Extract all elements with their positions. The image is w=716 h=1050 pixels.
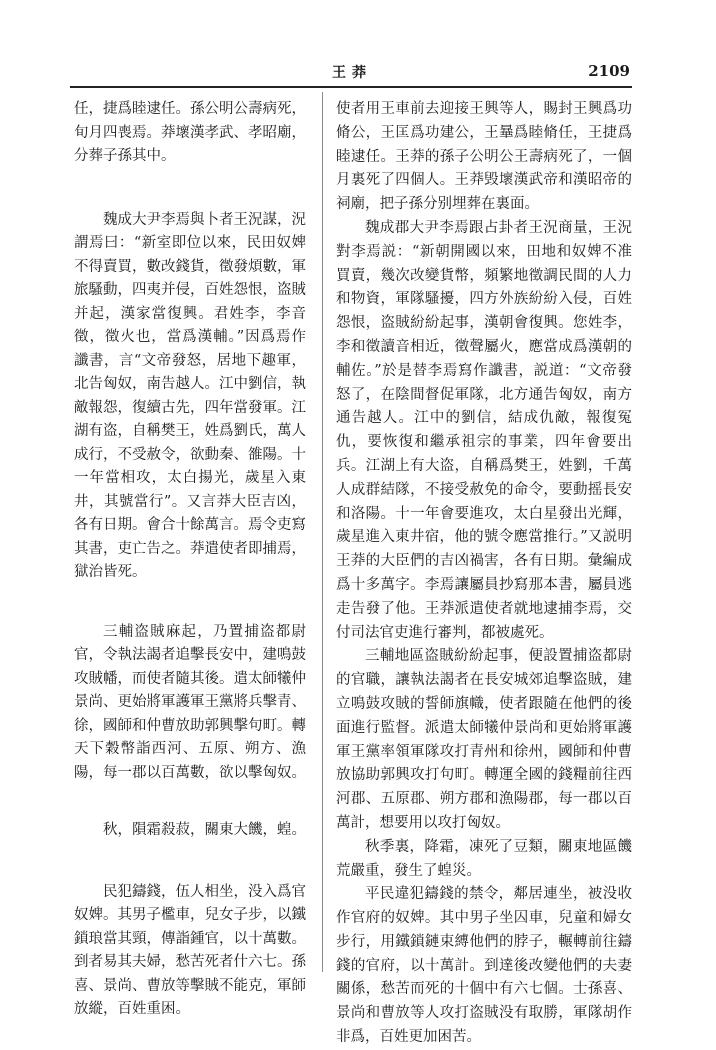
classical-paragraph-4: 秋，隕霜殺菽，關東大饑，蝗。 — [103, 822, 306, 838]
classical-text-column — [74, 98, 306, 1022]
modern-translation-column — [336, 98, 632, 1050]
running-header — [70, 62, 630, 84]
translation-paragraph-3: 三輔地區盗賊紛紛起事，便設置捕盗都尉的官職，讓執法謁者在長安城郊追擊盗賊，建立鳴鼓攻賊的誓師旗幟，使者跟隨在他們的後面進行監督。派遣太師犧仲景尚和更始將軍護軍王黨率領軍隊攻打青州和徐州，國師和仲曹放協助郭興攻打句町。轉運全國的錢糧前往西河郡、五原郡、朔方郡和漁陽郡，每一郡以百萬計，想要用以攻打匈奴。 — [336, 648, 632, 831]
classical-paragraph-1: 任，捷爲睦逮任。孫公明公壽病死，旬月四喪焉。莽壞漢孝武、孝昭廟，分葬子孫其中。 — [74, 101, 306, 164]
classical-paragraph-2: 魏成大尹李焉與卜者王況謀，況謂焉曰：“新室即位以來，民田奴婢不得賣買，數改錢貨，徵發煩數，軍旅騷動，四夷并侵，百姓怨恨，盗賊并起，漢家當復興。君姓李，李音徵，徵火也，當爲漢輔。”因爲焉作讖書，言“文帝發怒，居地下趣軍，北告匈奴，南告越人。江中劉信，執敵報怨，復續古先，四年當發軍。江湖有盗，自稱樊王，姓爲劉氏，萬人成行，不受赦令，欲動秦、雒陽。十一年當相攻，太白揚光，歲星入東井，其號當行”。又言莽大臣吉凶，各有日期。會合十餘萬言。焉令吏寫其書，吏亡告之。莽遣使者即捕焉，獄治皆死。 — [74, 211, 306, 580]
translation-paragraph-5: 平民違犯鑄錢的禁令，鄰居連坐，被没收作官府的奴婢。其中男子坐囚車，兒童和婦女步行，用鐵鎖鏈束縛他們的脖子，輾轉前往鑄錢的官府，以十萬計。到達後改變他們的夫妻關係，愁苦而死的十個中有六七個。士孫喜、景尚和曹放等人攻打盗賊没有取勝，軍隊胡作非爲，百姓更加困苦。 — [336, 886, 632, 1046]
page-number: 2109 — [588, 62, 630, 80]
header-rule — [70, 86, 632, 88]
translation-paragraph-2: 魏成郡大尹李焉跟占卦者王況商量，王況對李焉説：“新朝開國以來，田地和奴婢不准買賣，幾次改變貨幣，頻繁地徵調民間的人力和物資，軍隊騷擾，四方外族紛紛入侵，百姓怨恨，盗賊紛紛起事，漢朝會復興。您姓李，李和徵讀音相近，徵聲屬火，應當成爲漢朝的輔佐。”於是替李焉寫作讖書，説道：“文帝發怒了，在陰間督促軍隊，北方通告匈奴，南方通告越人。江中的劉信，結成仇敵，報復冤仇，要恢復和繼承祖宗的事業，四年會要出兵。江湖上有大盗，自稱爲樊王，姓劉，千萬人成群結隊，不接受赦免的命令，要動摇長安和洛陽。十一年會要進攻，太白星發出光輝，歲星進入東井宿，他的號令應當推行。”又説明王莽的大臣們的吉凶禍害，各有日期。彙編成爲十多萬字。李焉讓屬員抄寫那本書，屬員逃走告發了他。王莽派遣使者就地逮捕李焉，交付司法官吏進行審判，都被處死。 — [336, 219, 632, 641]
translation-paragraph-4: 秋季裏，降霜，凍死了豆類，關東地區饑荒嚴重，發生了蝗災。 — [336, 838, 632, 879]
translation-paragraph-1: 使者用王車前去迎接王興等人，賜封王興爲功脩公，王匡爲功建公，王曅爲睦脩任，王捷爲睦逮任。王莽的孫子公明公王壽病死了，一個月裏死了四個人。王莽毁壞漢武帝和漢昭帝的祠廟，把子孫分别埋葬在裏面。 — [336, 101, 632, 213]
classical-paragraph-5: 民犯鑄錢，伍人相坐，没入爲官奴婢。其男子檻車，兒女子步，以鐵鎖琅當其頸，傳詣鍾官，以十萬數。到者易其夫婦，愁苦死者什六七。孫喜、景尚、曹放等擊賊不能克，軍師放縱，百姓重困。 — [74, 883, 306, 1017]
header-title: 王莽 — [332, 65, 372, 81]
classical-paragraph-3: 三輔盗賊麻起，乃置捕盗都尉官，令執法謁者追擊長安中，建鳴鼓攻賊幡，而使者隨其後。遣太師犧仲景尚、更始將軍護軍王黨將兵擊青、徐，國師和仲曹放助郭興擊句町。轉天下穀幣詣西河、五原、朔方、漁陽，每一郡以百萬數，欲以擊匈奴。 — [74, 623, 306, 781]
column-divider — [322, 92, 323, 972]
